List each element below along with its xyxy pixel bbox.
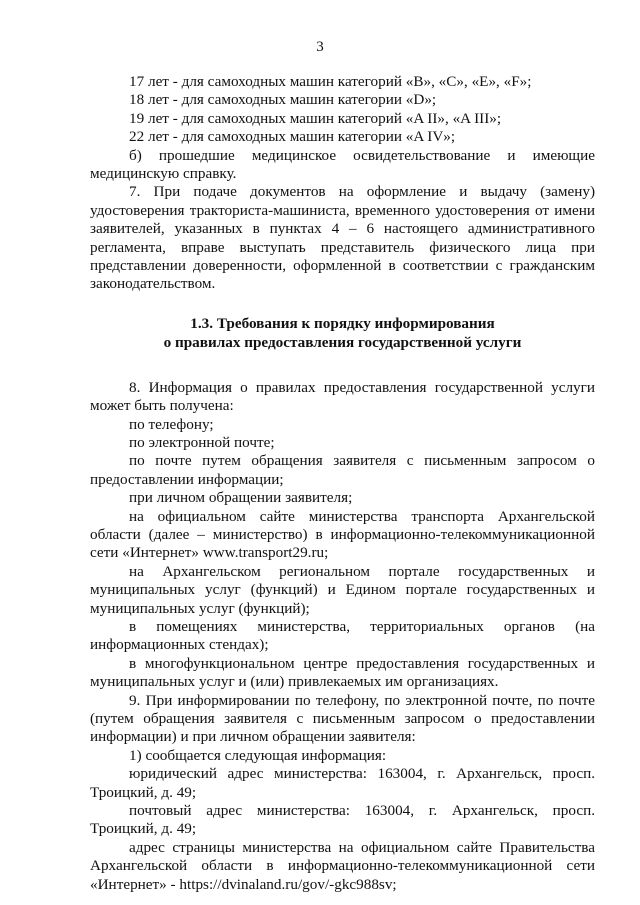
paragraph-age-19: 19 лет - для самоходных машин категорий «A II», «A III»; xyxy=(129,109,502,127)
paragraph-age-22: 22 лет - для самоходных машин категории «A IV»; xyxy=(129,128,456,146)
paragraph-medical: б) прошедшие медицинское освидетельствование и имеющие медицинскую справку. xyxy=(90,146,595,183)
list-item-mfc: в многофункциональном центре предоставления государственных и муниципальных услуг и (или) привлекаемых им организациях. xyxy=(90,654,595,691)
list-item-web-page-address: адрес страницы министерства на официальном сайте Правительства Архангельской области в информационно-телекоммуникационной сети «Интернет» - https://dvinaland.ru/gov/-gkc988sv; xyxy=(90,838,595,893)
section-heading-line-2: о правилах предоставления государственной услуги xyxy=(163,334,522,352)
list-item-website: на официальном сайте министерства транспорта Архангельской области (далее – министерство) в информационно-телекоммуникационной сети «Интернет» www.transport29.ru; xyxy=(90,507,595,562)
paragraph-item-8: 8. Информация о правилах предоставления государственной услуги может быть получена: xyxy=(90,378,595,415)
list-item-postal-address: почтовый адрес министерства: 163004, г. Архангельск, просп. Троицкий, д. 49; xyxy=(90,802,595,838)
list-item-portal: на Архангельском региональном портале государственных и муниципальных услуг (функций) и Едином портале государственных и муниципальных услуг (функций); xyxy=(90,562,595,617)
list-item-info-header: 1) сообщается следующая информация: xyxy=(129,746,387,764)
paragraph-item-9: 9. При информировании по телефону, по электронной почте, по почте (путем обращения заявителя с письменным запросом о предоставлении информации) и при личном обращении заявителя: xyxy=(90,691,595,746)
list-item-email: по электронной почте; xyxy=(129,433,275,451)
list-item-legal-address: юридический адрес министерства: 163004, г. Архангельск, просп. Троицкий, д. 49; xyxy=(90,765,595,801)
section-heading-line-1: 1.3. Требования к порядку информирования xyxy=(190,314,495,332)
spacer xyxy=(90,353,595,379)
list-item-phone: по телефону; xyxy=(129,415,214,433)
list-item-premises: в помещениях министерства, территориальных органов (на информационных стендах); xyxy=(90,617,595,654)
list-item-mail: по почте путем обращения заявителя с письменным запросом о предоставлении информации; xyxy=(90,452,595,488)
paragraph-age-17: 17 лет - для самоходных машин категорий «B», «C», «E», «F»; xyxy=(129,73,532,90)
page-number: 3 xyxy=(316,39,324,55)
paragraph-item-7: 7. При подаче документов на оформление и выдачу (замену) удостоверения тракториста-машиниста, временного удостоверения от имени заявителей, указанных в пунктах 4 – 6 настоящего административного регламента, вправе выступать представитель физического лица при представлении доверенности, оформленной в соответствии с гражданским законодательством. xyxy=(90,183,595,293)
list-item-personal: при личном обращении заявителя; xyxy=(129,489,353,507)
document-body xyxy=(90,73,595,894)
paragraph-age-18: 18 лет - для самоходных машин категории «D»; xyxy=(129,91,437,109)
spacer xyxy=(90,294,595,314)
